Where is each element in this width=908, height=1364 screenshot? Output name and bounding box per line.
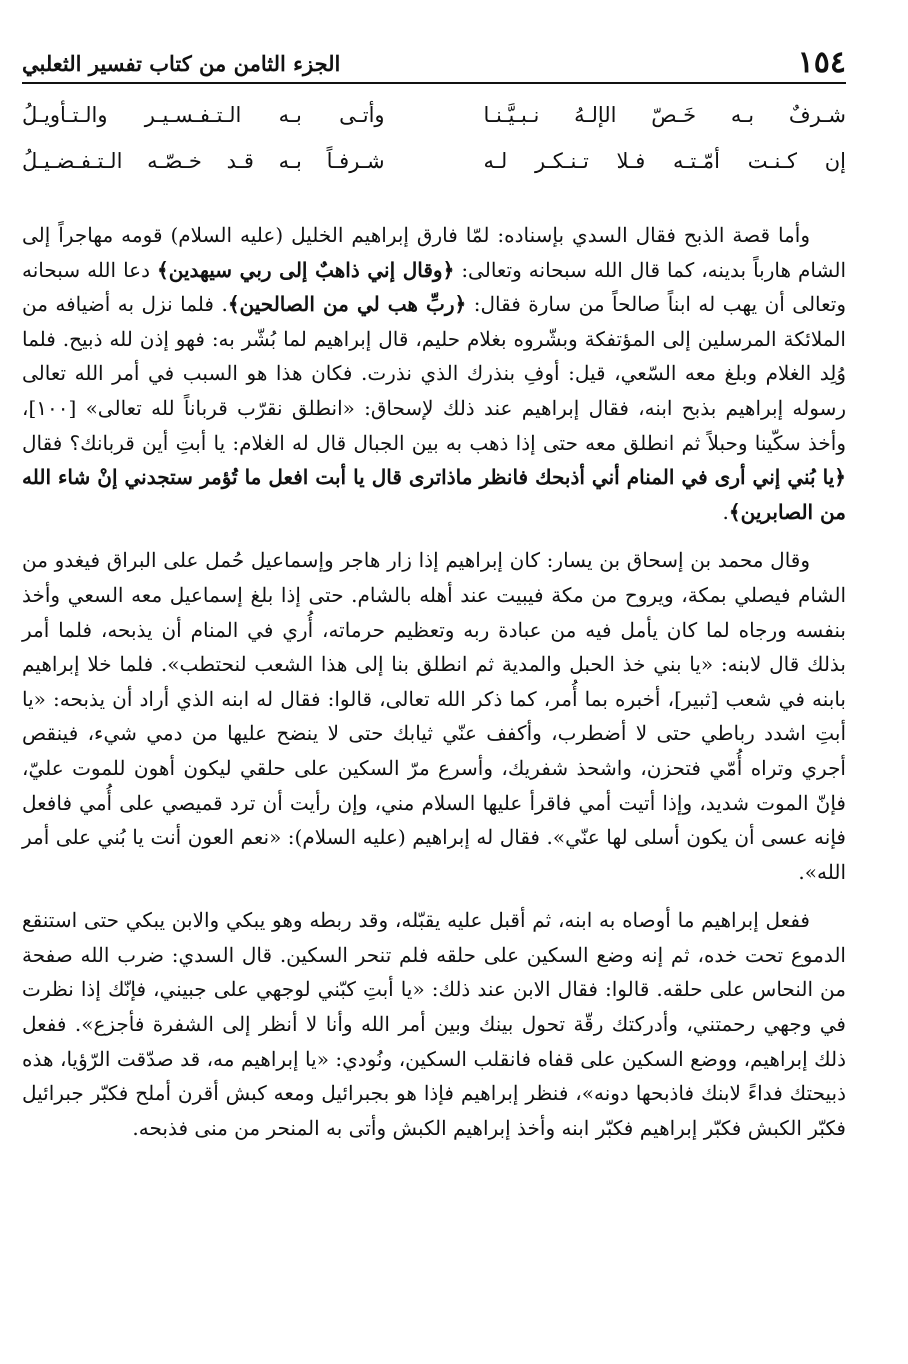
poem-verse [22, 138, 846, 184]
quran-quote: ﴿يا بُني إني أرى في المنام أني أذبحك فانظر ماذاترى قال يا أبت افعل ما تُؤمر ستجدني إنْ شاء الله من الصابرين﴾ [22, 465, 846, 524]
text-run: وقال محمد بن إسحاق بن يسار: كان إبراهيم إذا زار هاجر وإسماعيل حُمل على البراق فيغدو من الشام فيصلي بمكة، ويروح من مكة فيبيت عند أهله بالشام. حتى إذا بلغ إسماعيل معه السعي وأخذ بنفسه ورجاه لما كان يأمل فيه من عبادة ربه وتعظيم حرماته، أُري في المنام أن يذبحه، فلما أمر بذلك قال لابنه: «يا بني خذ الحبل والمدية ثم انطلق بنا إلى هذا الشعب لنحتطب». فلما خلا إبراهيم بابنه في شعب [ثبير]، أخبره بما أُمر، كما ذكر الله تعالى، قالوا: فقال له ابنه الذي أراد أن يذبحه: «يا أبتِ اشدد رباطي حتى لا أضطرب، وأكفف عنّي ثيابك حتى لا ينضح عليها من دمي شيء، فينقص أجري وتراه أُمّي فتحزن، واشحذ شفريك، وأسرع مرّ السكين على حلقي ليكون أهون للموت عليّ، فإنّ الموت شديد، وإذا أتيت أمي فاقرأ عليها السلام مني، وإن رأيت أن ترد قميصي على أُمي فافعل فإنه عسى أن يكون أسلى لها عنّي». فقال له إبراهيم (عليه السلام): «نعم العون أنت يا بُني على أمر الله». [22, 548, 846, 884]
text-run: وأما قصة الذبح فقال السدي بإسناده: لمّا فارق إبراهيم الخليل (عليه السلام) قومه مهاجراً إلى الشام هارباً بدينه، كما قال الله سبحانه وتعالى: [22, 223, 847, 282]
verse-first-hemistich: إن كـنـت أمّـتـه فـلا تـنـكـر لـه [483, 149, 846, 173]
paragraph-ibn-ishaq [22, 543, 846, 889]
text-run: دعا الله سبحانه وتعالى أن يهب له ابناً صالحاً من سارة فقال: [22, 257, 847, 317]
quran-quote: ﴿وقال إني ذاهبٌ إلى ربي سيهدين﴾ [157, 257, 455, 282]
paragraph-ransom [22, 903, 846, 1145]
text-run: ففعل إبراهيم ما أوصاه به ابنه، ثم أقبل عليه يقبّله، وقد ربطه وهو يبكي والابن يبكي حتى استنقع الدموع تحت خده، ثم إنه وضع السكين على حلقه فلم تنحر السكين. قال السدي: ضرب الله صفحة من النحاس على حلقه. قالوا: فقال الابن عند ذلك: «يا أبتِ كبّني لوجهي على جبيني، فإنّك إذا نظرت في وجهي رحمتني، وأدركتك رقّة تحول بينك وبين أمر الله وأنا لا أنظر إلى الشفرة فأجزع». ففعل ذلك إبراهيم، ووضع السكين على قفاه فانقلب السكين، ونُودي: «يا إبراهيم مه، قد صدّقت الرّؤيا، هذه ذبيحتك فداءً لابنك فاذبحها دونه»، فنظر إبراهيم فإذا هو بجبرائيل ومعه كبش أقرن أملح فكبّر جبرائيل فكبّر الكبش فكبّر إبراهيم فكبّر ابنه وأخذ إبراهيم الكبش وأتى به المنحر من منى فذبحه. [22, 908, 846, 1140]
running-title: الجزء الثامن من كتاب تفسير الثعلبي [22, 51, 341, 76]
verse-first-hemistich: شـرفٌ بـه خَـصّ الإلـهُ نـبـيَّـنـا [483, 103, 846, 127]
header-divider [22, 82, 846, 84]
page-header [22, 34, 846, 78]
quran-quote: ﴿ربِّ هب لي من الصالحين﴾ [227, 292, 467, 317]
text-run: . فلما نزل به أضيافه من الملائكة المرسلين إلى المؤتفكة وبشّروه بغلام حليم، قال إبراهيم لما بُشّر به: فهو إذن لله ذبيح. فلما وُلِد الغلام وبلغ معه السّعي، قيل: أوفِ بنذرك الذي نذرت. فكان هذا هو السبب في أمر الله تعالى رسوله إبراهيم بذبح ابنه، فقال إبراهيم عند ذلك لإسحاق: «انطلق نقرّب قرباناً لله تعالى» [١٠٠]، وأخذ سكّينا وحبلاً ثم انطلق معه حتى إذا ذهب به بين الجبال قال له الغلام: يا أبتِ أين قربانك؟ فقال [22, 292, 846, 455]
verse-second-hemistich: شـرفـاً بـه قـد خـصّـه الـتـفـضـيـلُ [22, 149, 385, 173]
body-text [22, 218, 846, 1159]
paragraph-sacrifice-story [22, 218, 846, 529]
page-number: ١٥٤ [797, 45, 846, 80]
verse-second-hemistich: وأتـى بـه الـتـفـسـيـر والـتـأويـلُ [22, 103, 385, 127]
text-run: . [722, 499, 729, 524]
poem-verse [22, 92, 846, 138]
poem-block [22, 92, 846, 184]
